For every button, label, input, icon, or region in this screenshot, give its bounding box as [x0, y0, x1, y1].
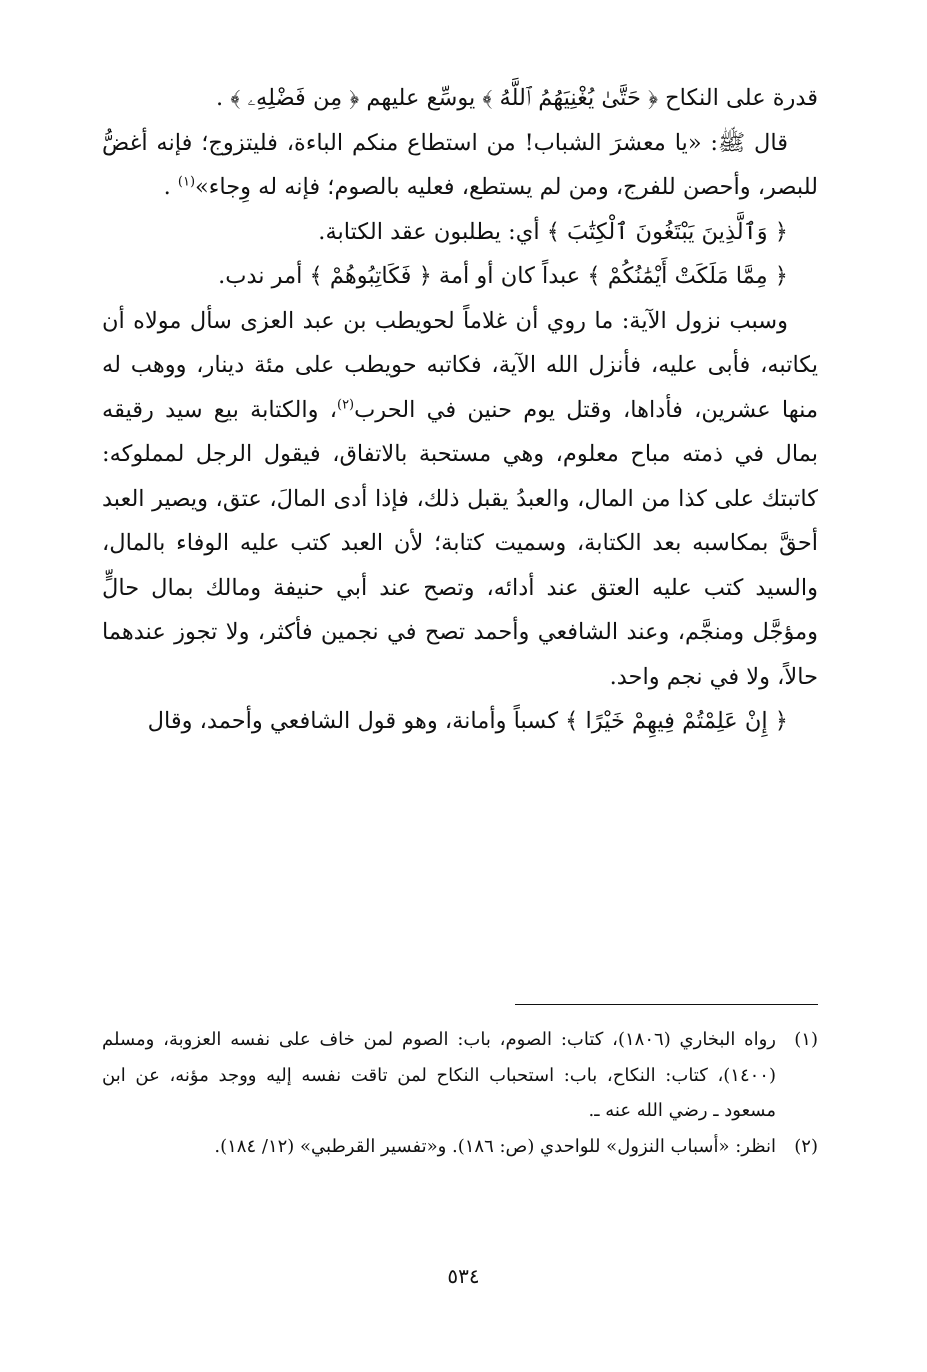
- paragraph-khayr-verse: [102, 699, 818, 744]
- punctuation: .: [163, 174, 178, 200]
- paragraph-text: ﴿ وَٱلَّذِينَ يَبْتَغُونَ ٱلْكِتَٰبَ ﴾ أي: يطلبون عقد الكتابة.: [318, 218, 788, 245]
- footnote-separator: [515, 1004, 818, 1005]
- paragraph-hadith: [102, 121, 818, 210]
- footnote-1: [102, 1022, 818, 1129]
- paragraph-text: قدرة على النكاح ﴿ حَتَّىٰ يُغْنِيَهُمُ ٱللَّهُ ﴾ يوسِّع عليهم ﴿ مِن فَضْلِهِۦ ﴾ .: [216, 85, 818, 111]
- paragraph-text: قال ﷺ: «يا معشرَ الشباب! من استطاع منكم الباءة، فليتزوج؛ فإنه أغضُّ للبصر، وأحصن للفرج، ومن لم يستطع، فعليه بالصوم؛ فإنه له وِجاء»: [102, 129, 818, 200]
- footnote-2: [102, 1129, 818, 1165]
- page-number: ٥٣٤: [447, 1264, 480, 1288]
- footnote-text: انظر: «أسباب النزول» للواحدي (ص: ١٨٦). و«تفسير القرطبي» (١٢/ ١٨٤).: [214, 1135, 776, 1157]
- footnote-number: (٢): [794, 1135, 818, 1157]
- paragraph-kitab-verse: [102, 210, 818, 255]
- paragraph-text: والكتابة بيع سيد رقيقه بمال في ذمته مباح معلوم، وهي مستحبة بالاتفاق، فيقول الرجل لمملوكه: كاتبتك على كذا من المال، والعبدُ يقبل ذلك، فإذا أدى المالَ، عتق، ويصير العبد أحقَّ بمكاسبه بعد الكتابة، وسميت كتابة؛ لأن العبد كتب عليه الوفاء بالمال، والسيد كتب عليه العتق عند أدائه، وتصح عند أبي حنيفة ومالك بمال حالٍّ ومؤجَّل ومنجَّم، وعند الشافعي وأحمد تصح في نجمين فأكثر، ولا تجوز عندهما حالاً، ولا في نجم واحد.: [102, 396, 818, 690]
- paragraph-text: ﴿ إِنْ عَلِمْتُمْ فِيهِمْ خَيْرًا ﴾ كسباً وأمانة، وهو قول الشافعي وأحمد، وقال: [147, 708, 788, 734]
- footnote-reference: (١): [177, 174, 196, 190]
- footnotes: [102, 1022, 818, 1164]
- punctuation: ،: [329, 396, 337, 423]
- paragraph-malakat-verse: [102, 254, 818, 299]
- footnote-reference: (٢): [336, 397, 355, 412]
- paragraph-text: وسبب نزول الآية: ما روي أن غلاماً لحويطب بن عبد العزى سأل مولاه أن يكاتبه، فأبى عليه، فأنزل الله الآية، فكاتبه حويطب على مئة دينار، ووهب له منها عشرين، فأداها، وقتل يوم حنين في الحرب: [102, 307, 818, 423]
- paragraph-revelation-cause: [102, 299, 818, 700]
- paragraph-nikah-ability: [102, 76, 818, 121]
- footnote-number: (١): [794, 1029, 818, 1050]
- paragraph-text: ﴿ مِمَّا مَلَكَتْ أَيْمَٰنُكُمْ ﴾ عبداً كان أو أمة ﴿ فَكَاتِبُوهُمْ ﴾ أمر ندب.: [218, 263, 788, 289]
- main-text: [102, 76, 818, 744]
- footnote-text: رواه البخاري (١٨٠٦)، كتاب: الصوم، باب: الصوم لمن خاف على نفسه العزوبة، ومسلم (١٤٠٠)، كتاب: النكاح، باب: استحباب النكاح لمن تاقت نفسه إليه ووجد مؤنه، عن ابن مسعود ـ رضي الله عنه ـ.: [102, 1029, 776, 1121]
